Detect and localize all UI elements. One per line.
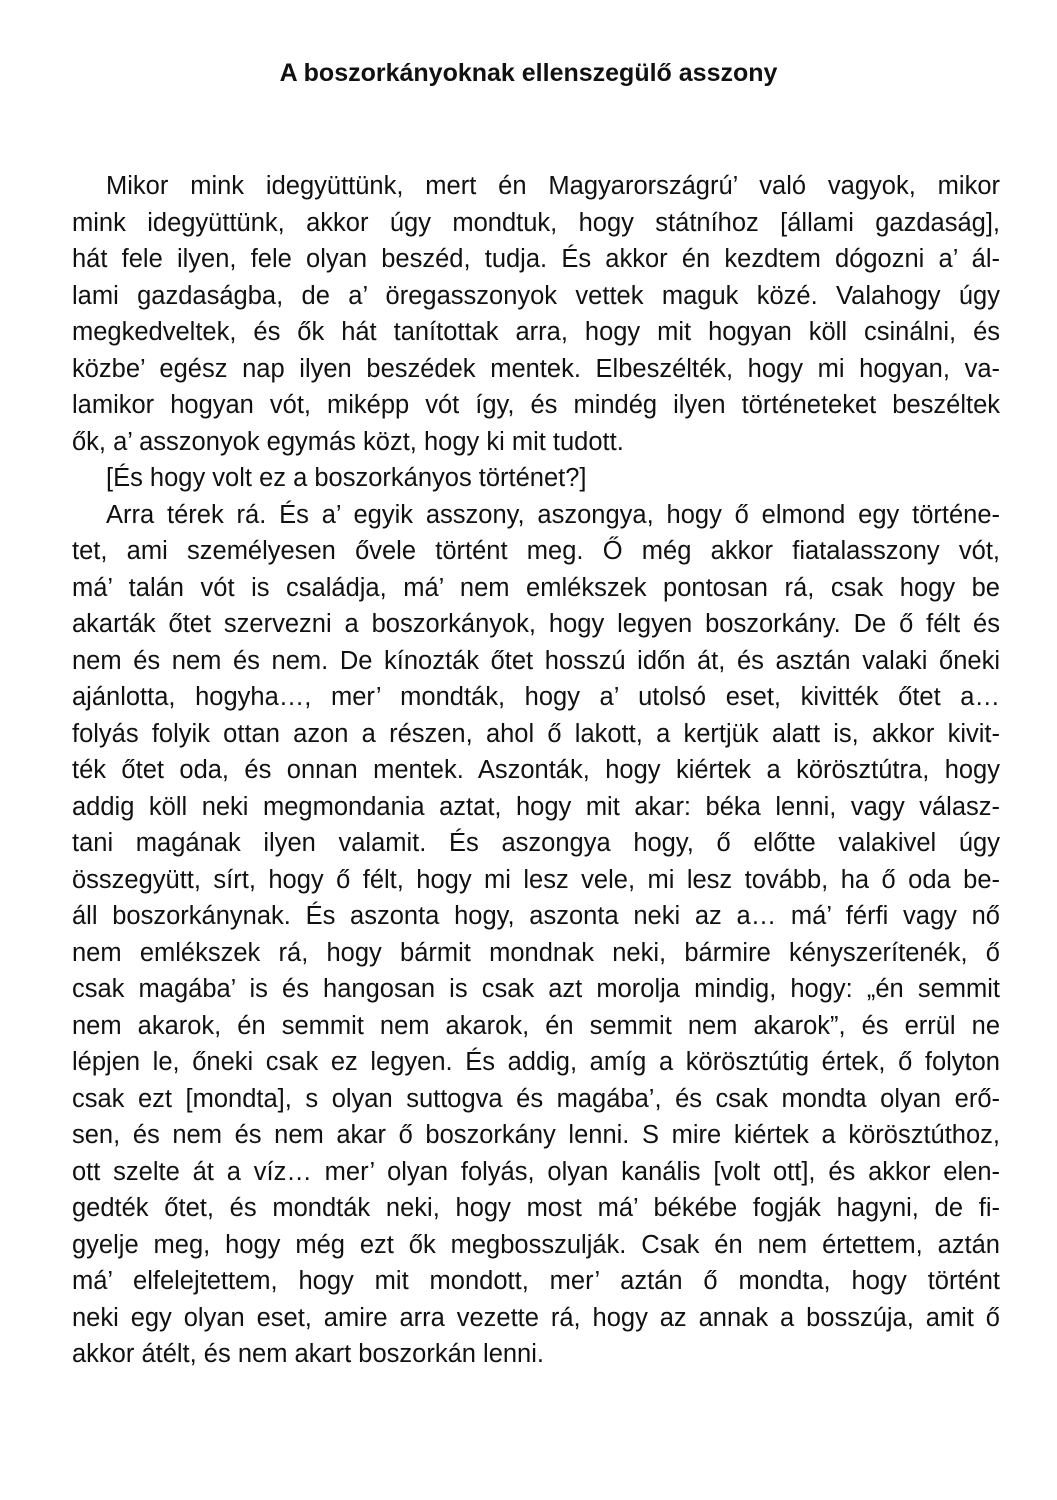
text-line: hát fele ilyen, fele olyan beszéd, tudja. És akkor én kezdtem dógozni a’ ál- <box>72 245 1000 273</box>
text-line: gedték őtet, és mondták neki, hogy most má’ békébe fogják hagyni, de fi- <box>72 1194 1000 1222</box>
text-line: ték őtet oda, és onnan mentek. Aszonták, hogy kiértek a körösztútra, hogy <box>72 756 1000 784</box>
text-line: közbe’ egész nap ilyen beszédek mentek. Elbeszélték, hogy mi hogyan, va- <box>72 354 1000 383</box>
text-line: csak ezt [mondta], s olyan suttogva és magába’, és csak mondta olyan erő- <box>72 1084 1000 1113</box>
text-line: ők, a’ asszonyok egymás közt, hogy ki mit tudott. <box>72 427 624 456</box>
text-line: addig köll neki megmondania aztat, hogy mit akar: béka lenni, vagy válasz- <box>72 792 1000 821</box>
text-line: nem és nem és nem. De kínozták őtet hosszú időn át, és asztán valaki őneki <box>72 646 1000 675</box>
text-line: má’ elfelejtettem, hogy mit mondott, mer’ aztán ő mondta, hogy történt <box>72 1267 1000 1295</box>
text-line: megkedveltek, és ők hát tanítottak arra, hogy mit hogyan köll csinálni, és <box>72 318 1000 346</box>
story-body <box>72 168 1000 1373</box>
text-line: ajánlotta, hogyha…, mer’ mondták, hogy a’ utolsó eset, kivitték őtet a… <box>72 683 1000 711</box>
text-line: nem emlékszek rá, hogy bármit mondnak neki, bármire kényszerítenék, ő <box>72 938 1000 967</box>
text-line: folyás folyik ottan azon a részen, ahol ő lakott, a kertjük alatt is, akkor kivit- <box>72 719 1000 748</box>
text-line: má’ talán vót is családja, má’ nem emlékszek pontosan rá, csak hogy be <box>72 573 1000 602</box>
text-line: összegyütt, sírt, hogy ő félt, hogy mi lesz vele, mi lesz tovább, ha ő oda be- <box>72 865 1000 894</box>
text-line: akkor átélt, és nem akart boszorkán lenni. <box>72 1340 544 1368</box>
text-line: Arra térek rá. És a’ egyik asszony, aszongya, hogy ő elmond egy történe- <box>106 500 1000 529</box>
text-line: tani magának ilyen valamit. És aszongya hogy, ő előtte valakivel úgy <box>72 829 1000 857</box>
text-line: lami gazdaságba, de a’ öregasszonyok vettek maguk közé. Valahogy úgy <box>72 281 1000 310</box>
text-line: akarták őtet szervezni a boszorkányok, hogy legyen boszorkány. De ő félt és <box>72 610 1000 638</box>
interviewer-question: [És hogy volt ez a boszorkányos történet?] <box>106 464 587 492</box>
page-title: A boszorkányoknak ellenszegülő asszony <box>279 59 778 87</box>
text-line: csak magába’ is és hangosan is csak azt morolja mindig, hogy: „én semmit <box>72 975 1000 1003</box>
text-line: lamikor hogyan vót, miképp vót így, és mindég ilyen történeteket beszéltek <box>72 391 1000 419</box>
text-line: ott szelte át a víz… mer’ olyan folyás, olyan kanális [volt ott], és akkor elen- <box>72 1157 1000 1186</box>
text-line: Mikor mink idegyüttünk, mert én Magyarországrú’ való vagyok, mikor <box>106 172 1000 200</box>
text-line: mink idegyüttünk, akkor úgy mondtuk, hogy státníhoz [állami gazdaság], <box>72 208 1000 237</box>
text-line: neki egy olyan eset, amire arra vezette rá, hogy az annak a bosszúja, amit ő <box>72 1303 1000 1332</box>
text-line: nem akarok, én semmit nem akarok, én semmit nem akarok”, és errül ne <box>72 1011 1000 1040</box>
text-line: tet, ami személyesen ővele történt meg. Ő még akkor fiatalasszony vót, <box>72 537 1000 565</box>
text-line: áll boszorkánynak. És aszonta hogy, aszonta neki az a… má’ férfi vagy nő <box>72 902 1000 930</box>
text-line: gyelje meg, hogy még ezt ők megbosszulják. Csak én nem értettem, aztán <box>72 1230 1000 1259</box>
text-line: lépjen le, őneki csak ez legyen. És addig, amíg a körösztútig értek, ő folyton <box>72 1048 1000 1076</box>
text-line: sen, és nem és nem akar ő boszorkány lenni. S mire kiértek a körösztúthoz, <box>72 1121 1000 1149</box>
